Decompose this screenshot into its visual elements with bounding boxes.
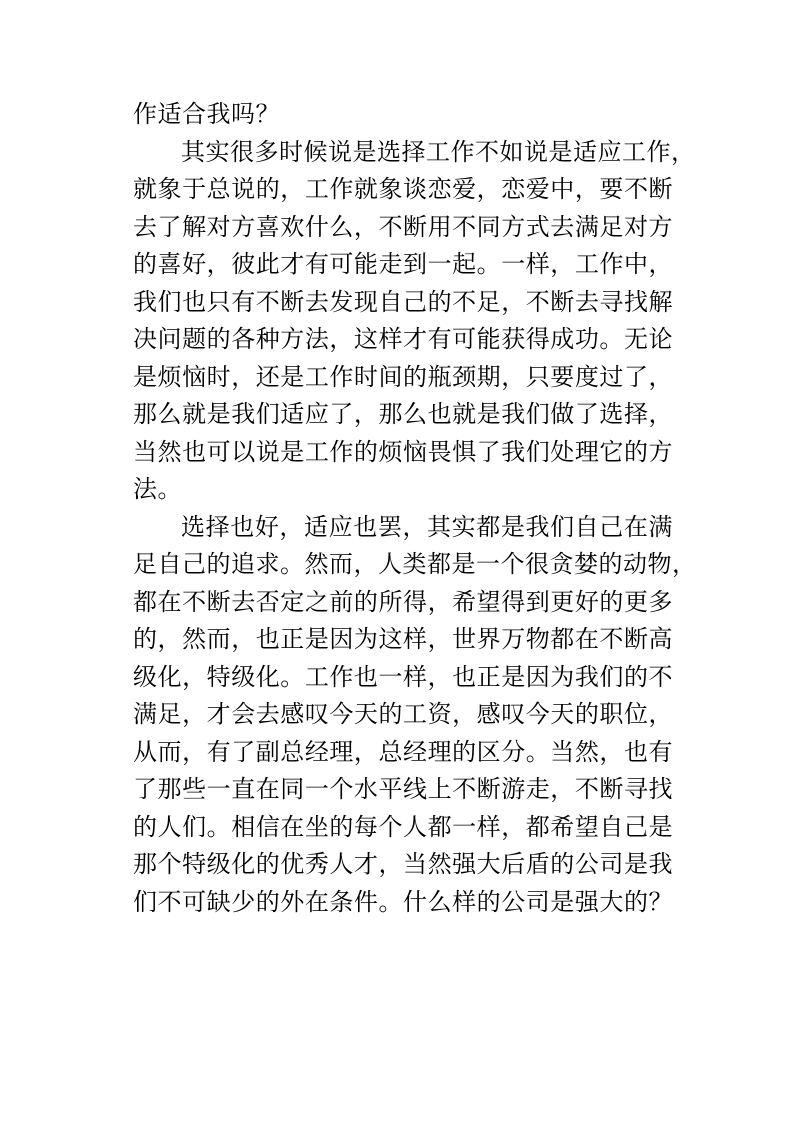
text-line: 了那些一直在同一个水平线上不断游走，不断寻找	[133, 775, 673, 803]
paragraph-first-line: 选择也好，适应也罢，其实都是我们自己在满	[181, 512, 673, 541]
body-text	[133, 96, 697, 921]
text-line: 那么就是我们适应了，那么也就是我们做了选择，	[133, 400, 673, 428]
text-line: 就象于总说的，工作就象谈恋爱，恋爱中，要不断	[133, 175, 673, 203]
paragraph-last-line: 法。	[133, 475, 182, 503]
text-line: 满足，才会去感叹今天的工资，感叹今天的职位，	[133, 700, 673, 728]
text-line: 那个特级化的优秀人才，当然强大后盾的公司是我	[133, 850, 673, 878]
text-line: 决问题的各种方法，这样才有可能获得成功。无论	[133, 325, 673, 353]
text-line: 当然也可以说是工作的烦恼畏惧了我们处理它的方	[133, 437, 673, 466]
text-line: 的喜好，彼此才有可能走到一起。一样，工作中，	[133, 250, 673, 278]
text-line: 作适合我吗？	[133, 100, 280, 128]
text-line: 是烦恼时，还是工作时间的瓶颈期，只要度过了，	[133, 362, 673, 391]
text-line: 我们也只有不断去发现自己的不足，不断去寻找解	[133, 287, 673, 316]
paragraph-first-line: 其实很多时候说是选择工作不如说是适应工作，	[181, 137, 696, 166]
text-line: 级化，特级化。工作也一样，也正是因为我们的不	[133, 662, 673, 691]
text-line: 都在不断去否定之前的所得，希望得到更好的更多	[133, 587, 673, 616]
text-line: 足自己的追求。然而，人类都是一个很贪婪的动物，	[133, 550, 697, 578]
text-line: 从而，有了副总经理，总经理的区分。当然，也有	[133, 737, 673, 766]
text-line: 的人们。相信在坐的每个人都一样，都希望自己是	[133, 812, 673, 841]
text-line: 们不可缺少的外在条件。什么样的公司是强大的？	[133, 887, 673, 916]
text-line: 的，然而，也正是因为这样，世界万物都在不断高	[133, 625, 673, 653]
text-line: 去了解对方喜欢什么，不断用不同方式去满足对方	[133, 212, 673, 241]
